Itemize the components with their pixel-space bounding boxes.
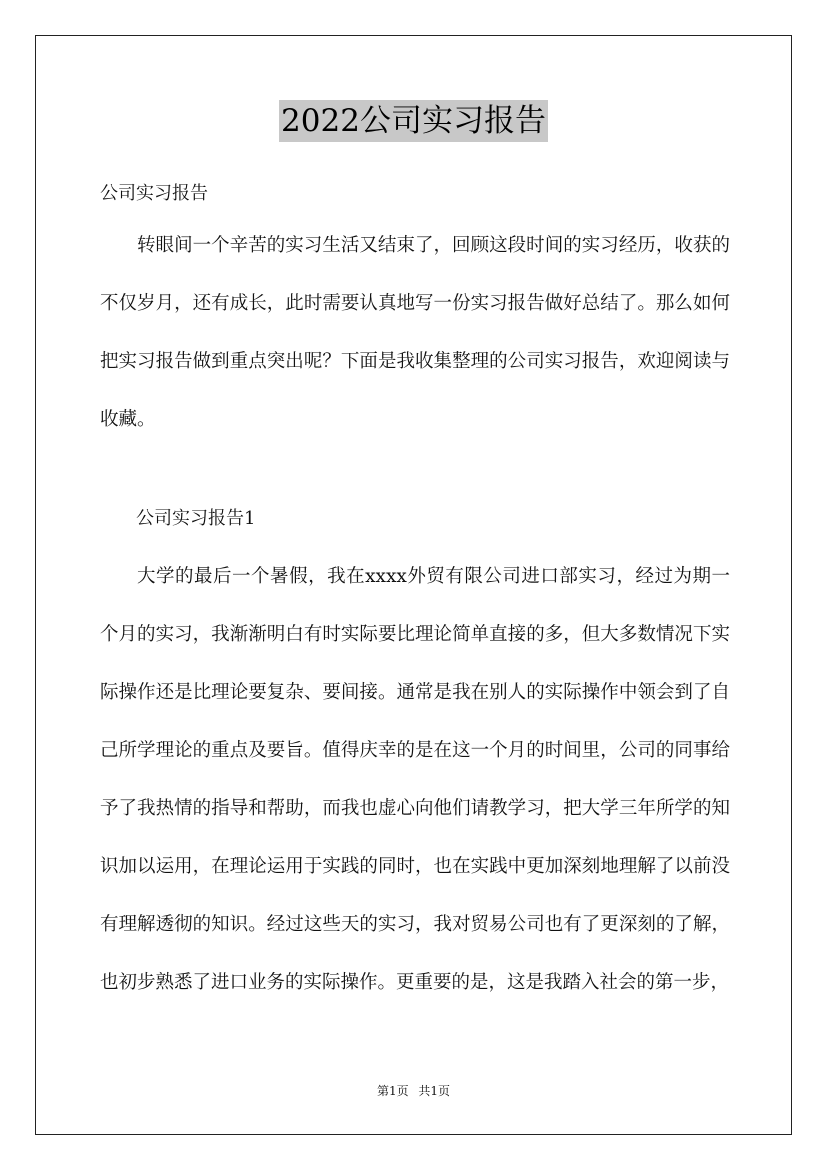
document-title: 2022公司实习报告 (279, 100, 548, 142)
body-paragraph: 大学的最后一个暑假，我在xxxx外贸有限公司进口部实习，经过为期一个月的实习，我渐渐明白有时实际要比理论简单直接的多，但大多数情况下实际操作还是比理论要复杂、要间接。通常是我在别人的实际操作中领会到了自己所学理论的重点及要旨。值得庆幸的是在这一个月的时间里，公司的同事给予了我热情的指导和帮助，而我也虚心向他们请教学习，把大学三年所学的知识加以运用，在理论运用于实践的同时，也在实践中更加深刻地理解了以前没有理解透彻的知识。经过这些天的实习，我对贸易公司也有了更深刻的了解，也初步熟悉了进口业务的实际操作。更重要的是，这是我踏入社会的第一步， (100, 566, 730, 993)
title-container (0, 100, 827, 142)
page-footer (0, 1082, 827, 1100)
page-number: 第1页 (376, 1084, 409, 1098)
intro-paragraph: 转眼间一个辛苦的实习生活又结束了，回顾这段时间的实习经历，收获的不仅岁月，还有成长，此时需要认真地写一份实习报告做好总结了。那么如何把实习报告做到重点突出呢？下面是我收集整理的公司实习报告，欢迎阅读与收藏。 (100, 235, 730, 430)
section-heading: 公司实习报告1 (136, 508, 256, 529)
page-total: 共1页 (418, 1084, 451, 1098)
document-subtitle: 公司实习报告 (100, 183, 208, 204)
